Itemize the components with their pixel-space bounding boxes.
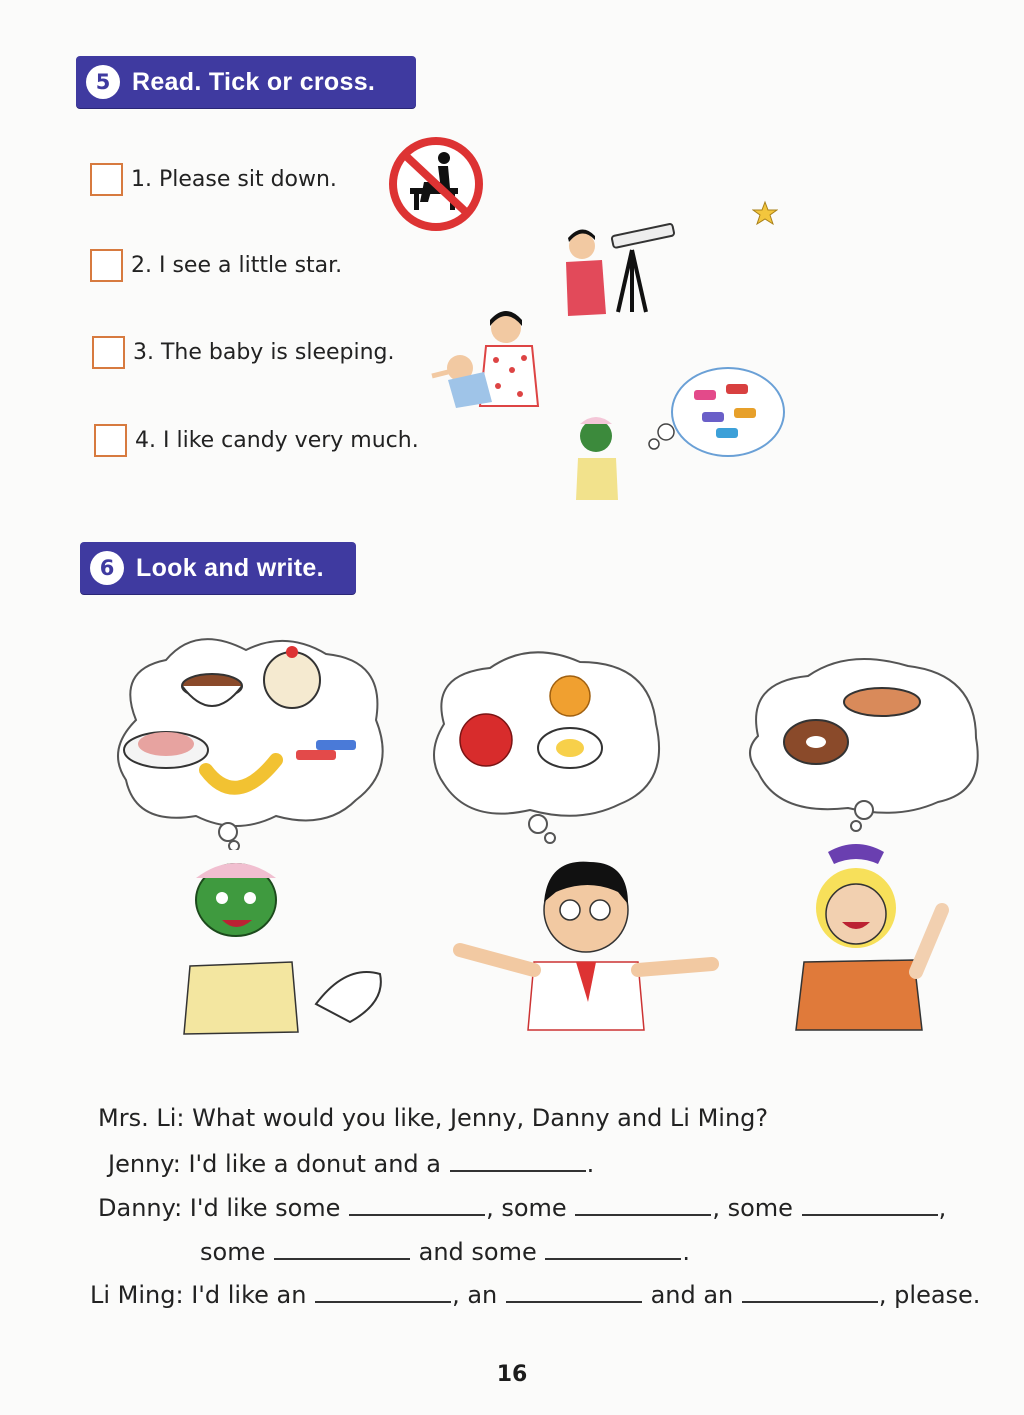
- dialogue-text: ,: [938, 1194, 947, 1222]
- dialogue-text: , some: [712, 1194, 793, 1222]
- answer-blank[interactable]: [506, 1279, 642, 1303]
- section-5-header: [76, 56, 416, 108]
- answer-checkbox[interactable]: [94, 424, 127, 457]
- section-title: Read. Tick or cross.: [132, 67, 376, 96]
- answer-checkbox[interactable]: [92, 336, 125, 369]
- girl-holding-baby-illustration: [428, 310, 543, 414]
- answer-blank[interactable]: [450, 1148, 586, 1172]
- thought-bubble-food-liming: [738, 652, 988, 836]
- section-6-header: [80, 542, 356, 594]
- section-number: 5: [86, 65, 120, 99]
- dialogue-text: , an: [452, 1281, 498, 1309]
- dialogue-text: I'd like a donut and a: [188, 1150, 441, 1178]
- danny-character-illustration: [448, 852, 724, 1032]
- dialogue-line-danny-continued: [200, 1236, 690, 1266]
- dialogue-line-danny: [98, 1192, 946, 1222]
- dialogue-text: some: [200, 1238, 266, 1266]
- answer-blank[interactable]: [742, 1279, 878, 1303]
- dialogue-text: .: [586, 1150, 595, 1178]
- dialogue-line-mrs-li: [98, 1104, 768, 1132]
- thought-bubble-food-turtle: [106, 630, 396, 850]
- exercise-item-3: [92, 336, 395, 369]
- star-icon: [752, 200, 778, 226]
- exercise-item-2: [90, 249, 342, 282]
- answer-blank[interactable]: [545, 1236, 681, 1260]
- exercise-item-1: [90, 163, 337, 196]
- item-text: 1. Please sit down.: [131, 167, 337, 192]
- answer-blank[interactable]: [802, 1192, 938, 1216]
- speaker-name: Danny:: [98, 1194, 183, 1222]
- answer-blank[interactable]: [349, 1192, 485, 1216]
- dialogue-text: .: [682, 1238, 691, 1266]
- jenny-character-illustration: [782, 836, 972, 1032]
- answer-blank[interactable]: [274, 1236, 410, 1260]
- item-text: 4. I like candy very much.: [135, 428, 419, 453]
- speaker-name: Li Ming:: [90, 1281, 184, 1309]
- page-number: 16: [496, 1362, 528, 1387]
- item-text: 3. The baby is sleeping.: [133, 340, 395, 365]
- dialogue-line-jenny: [108, 1148, 594, 1178]
- item-text: 2. I see a little star.: [131, 253, 343, 278]
- answer-checkbox[interactable]: [90, 249, 123, 282]
- dialogue-line-li-ming: [90, 1279, 980, 1309]
- no-sitting-sign-icon: [382, 136, 490, 232]
- speaker-name: Mrs. Li:: [98, 1104, 185, 1132]
- thought-bubble-food-danny: [420, 644, 670, 844]
- dialogue-text: What would you like, Jenny, Danny and Li Ming?: [192, 1104, 769, 1132]
- section-number: 6: [90, 551, 124, 585]
- dialogue-text: I'd like some: [189, 1194, 341, 1222]
- turtle-dreaming-of-candy-illustration: [566, 362, 792, 504]
- turtle-character-illustration: [166, 854, 394, 1038]
- section-title: Look and write.: [136, 553, 324, 582]
- dialogue-text: , please.: [878, 1281, 981, 1309]
- dialogue-text: , some: [486, 1194, 567, 1222]
- speaker-name: Jenny:: [108, 1150, 181, 1178]
- dialogue-text: I'd like an: [191, 1281, 307, 1309]
- boy-with-telescope-illustration: [562, 222, 682, 322]
- dialogue-text: and an: [650, 1281, 734, 1309]
- answer-blank[interactable]: [575, 1192, 711, 1216]
- answer-checkbox[interactable]: [90, 163, 123, 196]
- dialogue-text: and some: [418, 1238, 537, 1266]
- answer-blank[interactable]: [315, 1279, 451, 1303]
- exercise-item-4: [94, 424, 419, 457]
